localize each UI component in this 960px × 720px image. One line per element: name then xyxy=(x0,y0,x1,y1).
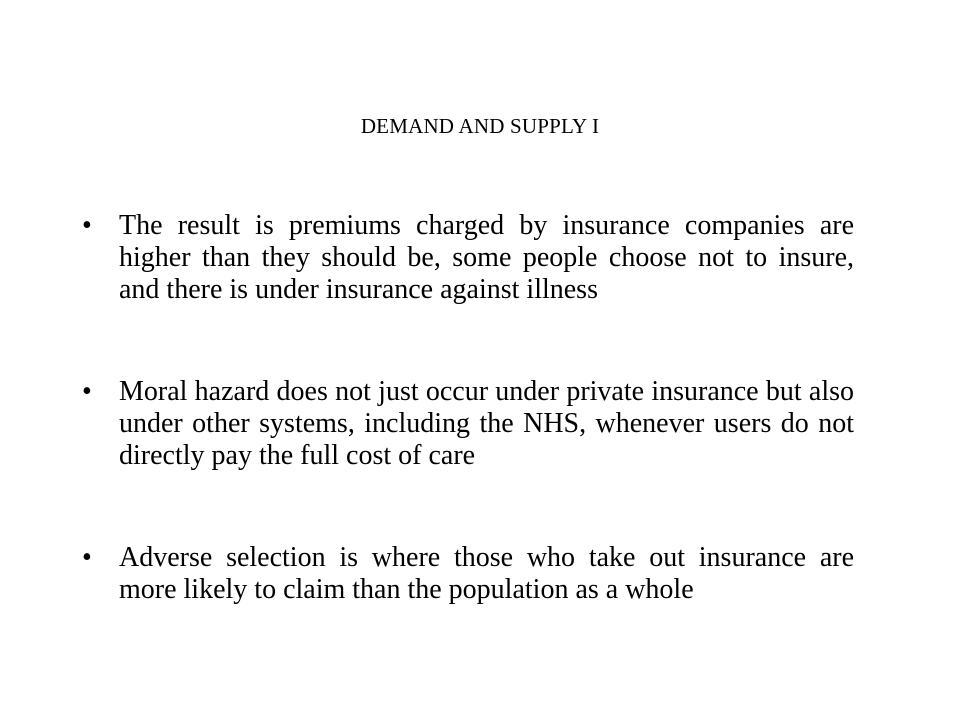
bullet-item xyxy=(82,376,854,472)
bullet-item xyxy=(82,210,854,306)
bullet-text: Moral hazard does not just occur under private insurance but also under other systems, including the NHS, whenever users do not directly pay the full cost of care xyxy=(119,376,854,471)
bullet-item xyxy=(82,542,854,606)
bullet-text: Adverse selection is where those who take out insurance are more likely to claim than the population as a whole xyxy=(119,542,854,605)
bullet-list xyxy=(82,210,854,676)
bullet-icon: • xyxy=(82,542,92,573)
bullet-text: The result is premiums charged by insurance companies are higher than they should be, some people choose not to insure, and there is under insurance against illness xyxy=(119,210,854,305)
slide-title: DEMAND AND SUPPLY I xyxy=(360,114,600,138)
bullet-icon: • xyxy=(82,376,92,407)
bullet-icon: • xyxy=(82,210,92,241)
